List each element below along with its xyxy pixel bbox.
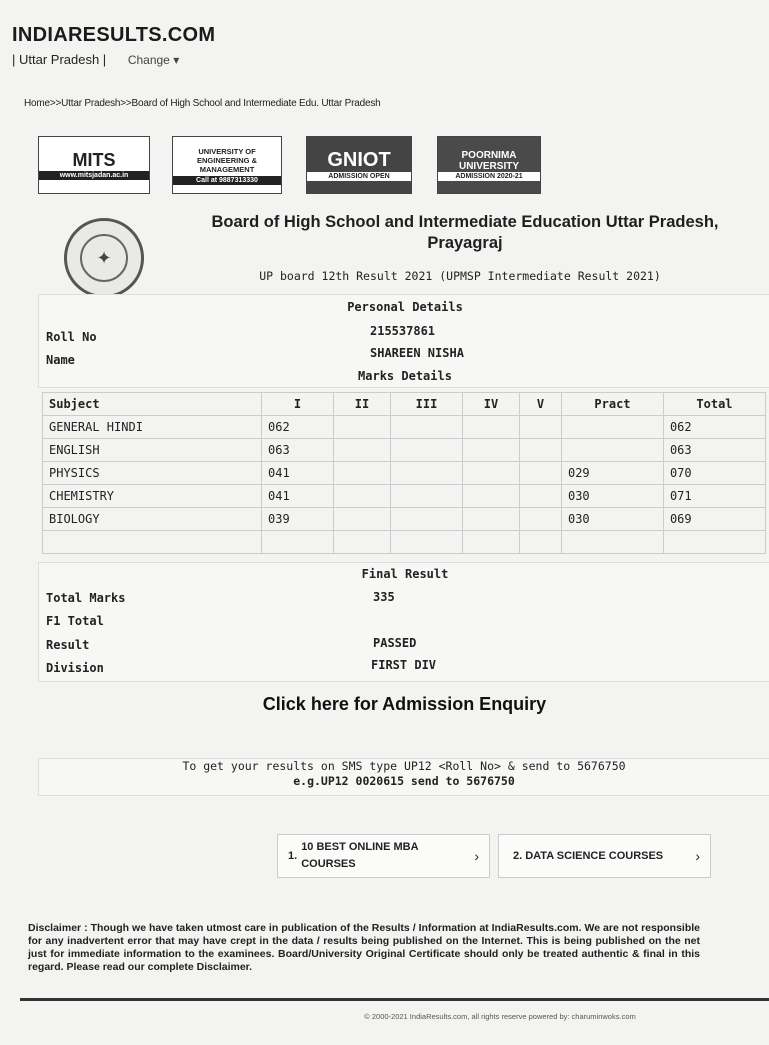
- marks-details-heading: Marks Details: [358, 369, 452, 383]
- roll-no-value: 215537861: [370, 324, 436, 338]
- course-link-data-science[interactable]: 2. DATA SCIENCE COURSES ›: [498, 834, 711, 878]
- course-link-mba[interactable]: 1. 10 BEST ONLINE MBA COURSES ›: [277, 834, 490, 878]
- division-label: Division: [46, 661, 104, 675]
- state-label: | Uttar Pradesh |: [12, 52, 107, 67]
- name-value: SHAREEN NISHA: [370, 346, 464, 360]
- f1-total-label: F1 Total: [46, 614, 104, 628]
- banner-mits[interactable]: MITS www.mitsjadan.ac.in: [38, 136, 150, 194]
- footer-copyright: © 2000-2021 IndiaResults.com, all rights reserve powered by: charuminwoks.com: [364, 1012, 636, 1021]
- banner-gniot[interactable]: GNIOT ADMISSION OPEN: [306, 136, 412, 194]
- footer-divider: [20, 998, 769, 1001]
- col-paper-3: III: [390, 393, 462, 416]
- board-title: Board of High School and Intermediate Education Uttar Pradesh, Prayagraj: [211, 213, 719, 252]
- breadcrumb: Home>>Uttar Pradesh>>Board of High School and Intermediate Edu. Uttar Pradesh: [24, 98, 381, 109]
- breadcrumb-board[interactable]: Board of High School and Intermediate Edu. Uttar Pradesh: [131, 98, 381, 109]
- name-label: Name: [46, 353, 75, 367]
- marks-header-row: [43, 393, 766, 416]
- col-practical: Pract: [561, 393, 663, 416]
- col-paper-1: I: [262, 393, 334, 416]
- col-total: Total: [663, 393, 765, 416]
- chevron-right-icon: ›: [474, 848, 479, 864]
- col-paper-2: II: [334, 393, 391, 416]
- roll-no-label: Roll No: [46, 330, 97, 344]
- breadcrumb-state[interactable]: Uttar Pradesh: [61, 98, 121, 109]
- col-subject: Subject: [43, 393, 262, 416]
- result-value: PASSED: [373, 636, 417, 650]
- table-row: [43, 531, 766, 554]
- site-logo[interactable]: INDIARESULTS.COM: [12, 24, 216, 46]
- table-row: GENERAL HINDI 062 062: [43, 416, 766, 439]
- disclaimer-text: Disclaimer : Though we have taken utmost care in publication of the Results / Information at IndiaResults.com. We are not responsible for any inadvertent error that may have crept in the data / results being published on the Internet. This is being published on the net just for immediate information to the examinees. Board/University Original Certificate should only be treated authentic & final in this regard. Please read our complete Disclaimer.: [28, 922, 700, 973]
- admission-enquiry-link[interactable]: Click here for Admission Enquiry: [262, 694, 547, 714]
- total-marks-value: 335: [373, 590, 395, 604]
- final-result-heading: Final Result: [361, 567, 449, 581]
- marks-table: [42, 392, 766, 554]
- change-state-button[interactable]: Change ▾: [127, 53, 180, 67]
- col-paper-4: IV: [462, 393, 519, 416]
- table-row: PHYSICS 041 029 070: [43, 462, 766, 485]
- banner-uem[interactable]: UNIVERSITY OF ENGINEERING & MANAGEMENT Call at 9887313330: [172, 136, 282, 194]
- personal-details-heading: Personal Details: [347, 300, 463, 314]
- col-paper-5: V: [519, 393, 561, 416]
- result-label: Result: [46, 638, 90, 652]
- division-value: FIRST DIV: [371, 658, 437, 672]
- chevron-right-icon: ›: [695, 848, 700, 864]
- table-row: BIOLOGY 039 030 069: [43, 508, 766, 531]
- sms-info-box: To get your results on SMS type UP12 <Roll No> & send to 5676750 e.g.UP12 0020615 send to 5676750: [38, 758, 769, 796]
- table-row: ENGLISH 063 063: [43, 439, 766, 462]
- emblem-icon: ✦: [80, 234, 128, 282]
- table-row: CHEMISTRY 041 030 071: [43, 485, 766, 508]
- caret-down-icon: ▾: [173, 53, 180, 67]
- breadcrumb-home[interactable]: Home: [24, 98, 50, 109]
- banner-poornima[interactable]: POORNIMA UNIVERSITY ADMISSION 2020-21: [437, 136, 541, 194]
- state-selector: [12, 52, 179, 67]
- total-marks-label: Total Marks: [46, 591, 126, 605]
- result-subtitle: UP board 12th Result 2021 (UPMSP Intermediate Result 2021): [259, 269, 661, 283]
